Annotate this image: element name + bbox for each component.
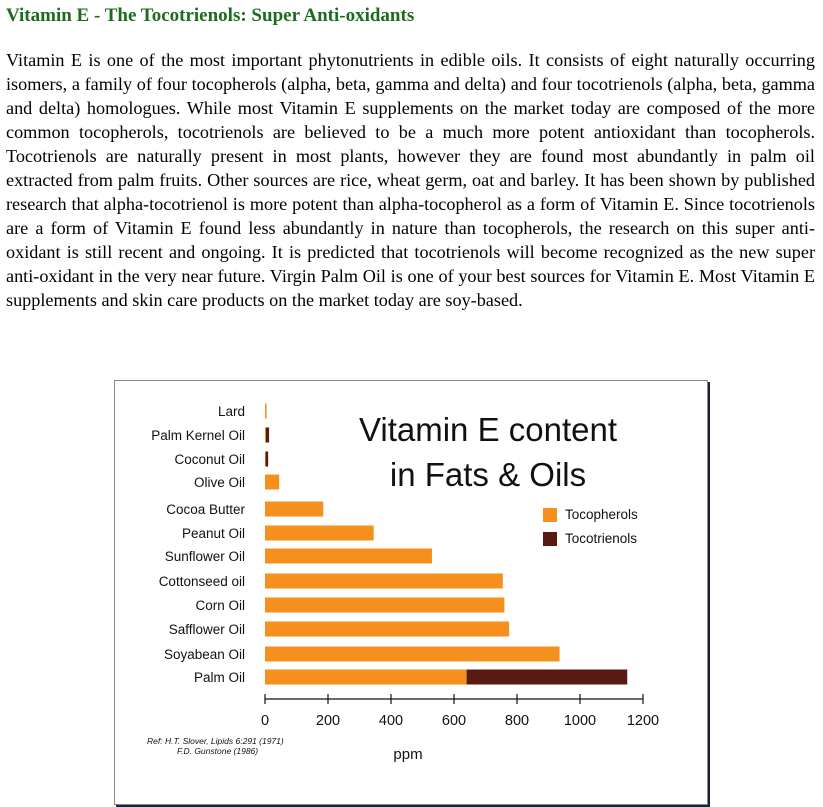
category-label: Corn Oil xyxy=(195,598,245,613)
bar-tocopherols xyxy=(265,526,374,541)
legend-swatch-tocotrienols xyxy=(543,532,557,546)
chart-svg xyxy=(115,381,707,804)
category-label: Safflower Oil xyxy=(168,622,245,637)
x-tick-label: 600 xyxy=(441,713,467,729)
x-tick-label: 0 xyxy=(260,713,270,729)
article-body: Vitamin E is one of the most important phytonutrients in edible oils. It consists of eight naturally occurring isomers, a family of four tocopherols (alpha, beta, gamma and delta) and four tocotrienols (alpha, beta, gamma and delta) homologues. While most Vitamin E supplements on the market today are composed of the more common tocopherols, tocotrienols are believed to be a much more potent antioxidant than tocopherols. Tocotrienols are naturally present in most plants, however they are found most abundantly in palm oil extracted from palm fruits. Other sources are rice, wheat germ, oat and barley. It has been shown by published research that alpha-tocotrienol is more potent than alpha-tocopherol as a form of Vitamin E. Since tocotrienols are a form of Vitamin E found less abundantly in nature than tocopherols, the research on this super anti-oxidant is still recent and ongoing. It is predicted that tocotrienols will become recognized as the new super anti-oxidant in the very near future. Virgin Palm Oil is one of your best sources for Vitamin E. Most Vitamin E supplements and skin care products on the market today are soy-based. xyxy=(6,50,815,310)
bar-tocopherols xyxy=(265,428,266,443)
bar-tocotrienols xyxy=(266,452,269,467)
legend-label-tocotrienols: Tocotrienols xyxy=(565,531,638,546)
x-tick-label: 200 xyxy=(315,713,341,729)
bar-tocopherols xyxy=(265,598,504,613)
bar-tocopherols xyxy=(265,502,323,517)
category-label: Coconut Oil xyxy=(174,452,245,467)
category-label: Palm Oil xyxy=(193,670,245,685)
bar-tocotrienols xyxy=(467,670,628,685)
bar-tocopherols xyxy=(265,647,560,662)
category-label: Sunflower Oil xyxy=(164,549,245,564)
x-tick-label: 1000 xyxy=(563,713,597,729)
article-heading: Vitamin E - The Tocotrienols: Super Anti-oxidants xyxy=(6,5,415,26)
bar-tocopherols xyxy=(265,574,503,589)
chart-title-line-2: in Fats & Oils xyxy=(389,456,587,493)
bar-tocopherols xyxy=(265,622,509,637)
category-label: Cottonseed oil xyxy=(158,574,245,589)
reference-line-1: Ref: H.T. Slover, Lipids 6:291 (1971) xyxy=(147,736,284,746)
reference-line-2: F.D. Gunstone (1986) xyxy=(177,746,259,756)
bar-tocopherols xyxy=(265,549,432,564)
category-label: Peanut Oil xyxy=(181,526,245,541)
legend-swatch-tocopherols xyxy=(543,508,557,522)
x-tick-label: 400 xyxy=(378,713,404,729)
bar-tocopherols xyxy=(265,670,467,685)
bar-tocopherols xyxy=(265,475,279,490)
chart-title-line-1: Vitamin E content xyxy=(358,411,618,448)
category-label: Cocoa Butter xyxy=(166,502,245,517)
bar-tocotrienols xyxy=(266,428,269,443)
x-tick-label: 1200 xyxy=(626,713,660,729)
category-label: Olive Oil xyxy=(193,475,245,490)
vitamin-e-chart xyxy=(114,380,708,805)
x-axis-label: ppm xyxy=(393,746,423,763)
category-label: Lard xyxy=(217,404,245,419)
category-label: Soyabean Oil xyxy=(163,647,245,662)
legend-label-tocopherols: Tocopherols xyxy=(565,507,638,522)
bar-tocopherols xyxy=(265,404,267,419)
x-tick-label: 800 xyxy=(504,713,530,729)
category-label: Palm Kernel Oil xyxy=(151,428,245,443)
